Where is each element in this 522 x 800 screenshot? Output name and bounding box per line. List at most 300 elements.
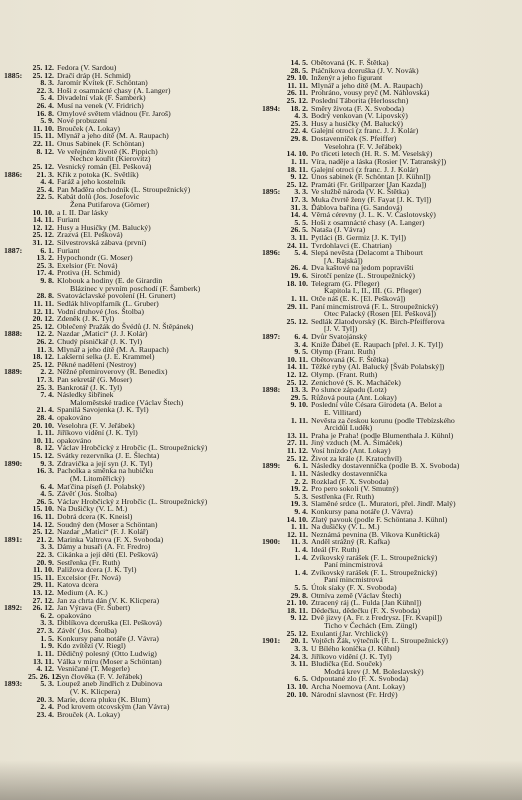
performance-date: 15. 10.	[32, 504, 54, 514]
performance-date: 18. 12.	[32, 352, 54, 362]
performance-date: 6. 1.	[294, 461, 308, 471]
performance-date: 27. 11.	[286, 438, 308, 448]
performance-date: 3. 11.	[290, 233, 308, 243]
performance-date: 14. 4.	[290, 210, 308, 220]
play-title: Paní mincmistrová	[324, 575, 383, 585]
performance-date: 26. 11.	[286, 88, 308, 98]
performance-date: 2. 4.	[40, 702, 54, 712]
play-title: (M. Litoměřický)	[70, 473, 125, 483]
performance-date: 1. 11.	[290, 415, 308, 425]
performance-date: 5. 9.	[40, 116, 54, 126]
play-title: Nataša (J. Vávra)	[311, 225, 366, 235]
play-title: Excelsior (Fr. Nová)	[57, 572, 121, 582]
play-title: Husy a Husičky (M. Balucký)	[57, 222, 151, 232]
performance-date: 26. 5.	[36, 496, 54, 506]
performance-date: 12. 12.	[32, 222, 54, 232]
play-title: Dobrá dcera (K. Kneisl)	[57, 511, 133, 521]
play-title: Po třiceti letech (H. R. S. M. Veselský)	[311, 149, 433, 159]
play-title: Medium (A. K.)	[57, 588, 108, 598]
play-title: Blázinec v prvním poschodí (F. Šamberk)	[70, 283, 201, 293]
performance-date: 17. 4.	[36, 268, 54, 278]
performance-date: 13. 2.	[36, 253, 54, 263]
play-title: Otmíva země (Václav Štech)	[311, 590, 402, 600]
performance-entry	[262, 569, 518, 577]
play-title: Dědičný polesný (Otto Ludwig)	[57, 648, 157, 658]
performance-date: 25. 12.	[32, 63, 54, 72]
play-title: Otče náš (E. K. [El. Pešková])	[311, 293, 406, 303]
performance-date: 1. 11.	[290, 468, 308, 478]
play-title: Poslední Táborita (Herlosschn)	[311, 96, 409, 106]
play-title: Husy a husičky (M. Balucký)	[311, 118, 404, 128]
performance-date: 13. 11.	[286, 430, 308, 440]
performance-date: 22. 5.	[36, 192, 54, 202]
play-title: (V. K. Klicpera)	[70, 686, 121, 696]
play-title: Obětovaná (K. F. Štětka)	[311, 58, 389, 67]
performance-date: 25. 12.	[32, 161, 54, 171]
performance-date: 25. 12.	[286, 96, 308, 106]
performance-date: 25. 26. 12.	[28, 671, 62, 681]
play-title: Jiříkovo vidění (J. K. Tyl)	[57, 428, 138, 438]
performance-date: 1. 9.	[40, 641, 54, 651]
play-title: Loupež aneb Jindřich z Dubinova	[57, 679, 163, 689]
performance-date: 18. 11.	[286, 605, 308, 615]
play-title: Ve službě národa (V. K. Štětka)	[311, 187, 409, 197]
season-year: 1892:	[4, 603, 23, 613]
performance-date: 17. 3.	[290, 194, 308, 204]
performance-date: 25. 3.	[290, 118, 308, 128]
performance-date: 9. 10.	[290, 400, 308, 410]
performance-date: 25. 12.	[286, 316, 308, 326]
play-title: Po slunce západu (Lotz)	[311, 385, 387, 395]
season-year: 1887:	[4, 245, 23, 255]
performance-date: 20. 1.	[290, 636, 308, 646]
performance-date: 10. 11.	[286, 354, 308, 364]
performance-date: 25. 3.	[36, 260, 54, 270]
play-title: Ptáčníkova dceruška (J. V. Novák)	[311, 65, 419, 75]
play-title: Bludička (Ed. Souček)	[311, 659, 382, 669]
play-title: Spanilá Savojenka (J. K. Tyl)	[57, 405, 149, 415]
play-title: Oblečený Pražák do Švédů (J. N. Štěpánek)	[57, 321, 194, 331]
play-title: Marie, dcera pluku (K. Blum)	[57, 694, 151, 704]
play-title: Václav Hrobčický z Hrobčic (L. Stroupežnický)	[57, 496, 208, 506]
play-title: Archa Noemova (Ant. Lokay)	[311, 681, 405, 691]
performance-date: 16. 8.	[36, 108, 54, 118]
performance-date: 10. 10.	[32, 207, 54, 217]
play-title: Muka čtvrtě ženy (F. Fayat [J. K. Tyl])	[311, 194, 432, 204]
play-title: Václav Hrobčický z Hrobčic (L. Stroupežnický)	[57, 443, 208, 453]
play-title: Galejní otroci (z franc. J. J. Kolár)	[311, 126, 419, 136]
play-title: Obětovaná (K. F. Štětka)	[311, 354, 389, 364]
performance-entry	[4, 711, 256, 719]
performance-date: 22. 3.	[36, 85, 54, 95]
performance-date: 13. 3.	[290, 385, 308, 395]
performance-date: 24. 3.	[290, 651, 308, 661]
season-year: 1894:	[262, 103, 281, 113]
performance-date: 6. 4.	[40, 481, 54, 491]
performance-date: 5. 4.	[40, 93, 54, 103]
performance-date: 25. 12.	[286, 179, 308, 189]
play-title: Kapitola I., II., III. (G. Pfleger)	[324, 286, 422, 296]
play-title: Bankrotář (J. K. Tyl)	[57, 382, 122, 392]
performance-date: 13. 10.	[286, 681, 308, 691]
play-title: Modrá krev (J. M. Boleslavský)	[324, 666, 424, 676]
play-title: Svatováclavské povolení (H. Grunert)	[57, 291, 176, 301]
play-title: Arcidůl Luděk)	[324, 423, 373, 433]
performance-date: 18. 11.	[286, 164, 308, 174]
play-title: Hoši z osamnácté chasy (A. Langer)	[311, 217, 425, 227]
performance-date: 25. 12.	[32, 527, 54, 537]
performance-date: 6. 2.	[40, 610, 54, 620]
performance-date: 28. 8.	[36, 291, 54, 301]
season-year: 1900:	[262, 537, 281, 547]
performance-date: 14. 10.	[286, 514, 308, 524]
performance-date: 5. 5.	[294, 217, 308, 227]
performance-date: 4. 12.	[36, 664, 54, 674]
performance-date: 3. 3.	[294, 187, 308, 197]
play-title: Protiva (H. Schmid)	[57, 268, 121, 278]
play-title: Syn člověka (F. V. Jeřábek)	[57, 671, 143, 681]
play-title: Dva kaštové na jedom popravišti	[311, 263, 414, 273]
season-year: 1891:	[4, 534, 23, 544]
play-title: Jaromír Kvítek (F. Schöntan)	[57, 78, 148, 88]
performance-date: 15. 12.	[32, 451, 54, 461]
play-title: Sedlák Zlatodvorský (K. Birch-Pfeifferova	[311, 316, 445, 326]
performance-date: 5. 4.	[294, 248, 308, 258]
play-title: Zrazvá (El. Pešková)	[57, 230, 123, 240]
play-title: Mlynář a jeho dítě (M. A. Raupach)	[57, 344, 169, 354]
performance-date: 15. 11.	[32, 131, 54, 141]
play-title: Nechce kouřit (Kierovitz)	[70, 154, 151, 164]
performance-date: 2. 2.	[294, 476, 308, 486]
play-title: Křik z potoka (K. Světlík)	[57, 169, 139, 179]
play-title: Pytláci (B. Germiz [J. K. Tyl])	[311, 233, 407, 243]
performance-date: 12. 11.	[32, 306, 54, 316]
performance-date: 14. 10.	[286, 149, 308, 159]
play-title: Slepá nevěsta (Delacomt a Thibourt	[311, 248, 424, 258]
play-title: Zvíkovský rarášek (F. L. Stroupežnický)	[311, 552, 438, 562]
performance-entry	[262, 318, 518, 326]
play-title: Exulanti (Jar. Vrchlický)	[311, 628, 388, 638]
play-title: Telegram (G. Pfleger)	[311, 278, 380, 288]
play-title: Dvě jizvy (A. Fr. z Fredrysz. [Fr. Kvapil])	[311, 613, 443, 623]
performance-date: 14. 11.	[286, 362, 308, 372]
performance-date: 14. 5.	[290, 58, 308, 67]
play-title: Olymp (Frant. Ruth)	[311, 347, 376, 357]
play-title: Následky dostavenníčka	[311, 468, 387, 478]
season-year: 1885:	[4, 70, 23, 80]
performance-date: 13. 12.	[32, 588, 54, 598]
play-title: Závěť (Jos. Štolba)	[57, 489, 117, 499]
performance-date: 27. 3.	[36, 626, 54, 636]
play-title: Veselohra (F. V. Jeřábek)	[324, 141, 402, 151]
performance-date: 25. 3.	[36, 382, 54, 392]
performance-date: 11. 10.	[32, 123, 54, 133]
play-title: Zenichové (S. K. Macháček)	[311, 377, 401, 387]
performance-date: 1. 11.	[36, 428, 54, 438]
performance-date: 21. 2.	[36, 534, 54, 544]
performance-date: 13. 11.	[32, 656, 54, 666]
performance-date: 11. 12.	[286, 446, 308, 456]
performance-date: 11. 11.	[287, 80, 308, 90]
season-year: 1899:	[262, 461, 281, 471]
play-title: Vesnický román (El. Pešková)	[57, 161, 152, 171]
season-year: 1886:	[4, 169, 23, 179]
play-title: Pod krovem otcovským (Jan Vávra)	[57, 702, 170, 712]
performance-date: 9. 4.	[294, 506, 308, 516]
play-title: Pan Maděra obchodník (L. Stroupežnický)	[57, 184, 191, 194]
play-title: Jiný vzduch (M. A. Šimáček)	[311, 438, 403, 448]
play-title: Otec Palacký (Rosen [El. Pešková])	[324, 309, 436, 319]
performance-date: 19. 3.	[290, 499, 308, 509]
performance-date: 8. 12.	[36, 146, 54, 156]
play-title: Svátky rezervníka (J. E. Šlechta)	[57, 451, 160, 461]
play-title: Válka v míru (Moser a Schöntan)	[57, 656, 162, 666]
play-title: Tvrdohlavci (E. Chatrian)	[311, 240, 392, 250]
play-title: [A. Rajská])	[324, 255, 363, 265]
play-title: Galejní otroci (z franc. J. J. Kolár)	[311, 164, 419, 174]
play-title: Prohráno, vousy pryč (M. Náhlovská)	[311, 88, 430, 98]
performance-date: 14. 11.	[32, 215, 54, 225]
play-title: Inženýr a jeho figurant	[311, 73, 383, 83]
performance-date: 20. 10.	[286, 689, 308, 699]
performance-date: 22. 3.	[36, 550, 54, 559]
play-title: Sestřenka (Fr. Ruth)	[57, 557, 121, 567]
performance-date: 25. 12.	[286, 377, 308, 387]
play-title: Ďáblova bařina (G. Sandová)	[311, 202, 403, 212]
performance-date: 3. 4.	[294, 339, 308, 349]
play-title: Cikánka a její děti (El. Pešková)	[57, 550, 158, 559]
season-year: 1897:	[262, 331, 281, 341]
performance-date: 25. 12.	[286, 628, 308, 638]
play-title: Na Dušičky (V. L. M.)	[57, 504, 128, 514]
play-title: Žena Putifarova (Görner)	[70, 199, 150, 209]
play-title: Vosí hnízdo (Ant. Lokay)	[311, 446, 391, 456]
play-title: Fedora (V. Sardou)	[57, 63, 117, 72]
performance-date: 11. 10.	[32, 565, 54, 575]
performance-date: 3. 3.	[294, 643, 308, 653]
play-title: Konkursy pana notáře (J. Vávra)	[311, 506, 413, 516]
performance-date: 25. 12.	[32, 230, 54, 240]
season-year: 1889:	[4, 367, 23, 377]
performance-date: 12. 12.	[286, 369, 308, 379]
performance-date: 3. 3.	[40, 618, 54, 628]
performance-date: 1. 11.	[290, 293, 308, 303]
performance-date: 15. 11.	[32, 572, 54, 582]
performance-date: 1. 11.	[36, 648, 54, 658]
season-year: 1901:	[262, 636, 281, 646]
performance-date: 19. 6.	[290, 271, 308, 281]
performance-date: 29. 5.	[290, 392, 308, 402]
performance-date: 29. 8.	[290, 590, 308, 600]
play-title: opakováno	[57, 610, 92, 620]
performance-date: 29. 10.	[286, 73, 308, 83]
performance-date: 31. 3.	[290, 202, 308, 212]
performance-date: 1. 4.	[294, 545, 308, 554]
play-title: Paližova dcera (J. K. Tyl)	[57, 565, 137, 575]
performance-date: 17. 3.	[36, 374, 54, 384]
play-title: Nazdar „Matici“ (F. J. Kolář)	[57, 527, 149, 537]
play-title: Následky dostavenníčka (podle B. X. Svoboda)	[311, 461, 460, 471]
left-column	[4, 64, 256, 718]
play-title: Zdeněk (J. K. Tyl)	[57, 314, 115, 324]
play-title: Pramáti (Fr. Grillparzer [Jan Kazda])	[311, 179, 427, 189]
play-title: Slaměné srdce (L. Muratori, přel. Jindř. Malý)	[311, 499, 456, 509]
performance-date: 11. 11.	[33, 298, 54, 308]
performance-date: 5. 3.	[294, 491, 308, 501]
performance-date: 7. 4.	[40, 390, 54, 400]
play-title: Život za krále (J. Kratochvíl)	[311, 453, 402, 463]
season-year: 1896:	[262, 248, 281, 258]
play-title: Anděl strážný (R. Kafka)	[311, 537, 390, 547]
performance-date: 21. 10.	[286, 598, 308, 608]
play-title: Sestřenka (Fr. Ruth)	[311, 491, 375, 501]
play-title: Pro pero sokoli (V. Smutný)	[311, 484, 399, 494]
performance-date: 21. 3.	[36, 169, 54, 179]
performance-date: 20. 12.	[32, 314, 54, 324]
play-title: Maloměstské tradice (Václav Štech)	[70, 397, 184, 407]
play-title: Faráž a jeho kostelník	[57, 177, 126, 187]
performance-date: 4. 4.	[40, 177, 54, 187]
play-title: Chudý písničkář (J. K. Tyl)	[57, 336, 143, 346]
play-title: Sedlák hlivoplfarník (L. Gruber)	[57, 298, 159, 308]
performance-date: 14. 12.	[32, 519, 54, 529]
performance-date: 16. 11.	[32, 511, 54, 521]
performance-entry	[4, 467, 256, 475]
performance-date: 25. 12.	[32, 321, 54, 331]
performance-entry	[4, 680, 256, 688]
performance-date: 1. 11.	[290, 156, 308, 166]
performance-date: 29. 8.	[290, 134, 308, 144]
play-title: Brouček (A. Lokay)	[57, 123, 121, 133]
performance-date: 11. 3.	[290, 537, 308, 547]
play-title: Kabát dolů (Jos. Josefovic	[57, 192, 140, 202]
play-title: Marinka Valtrova (F. X. Svoboda)	[57, 534, 164, 544]
performance-date: 12. 2.	[36, 329, 54, 339]
season-year: 1888:	[4, 329, 23, 339]
play-title: Furiant	[57, 245, 80, 255]
right-column	[262, 59, 518, 698]
play-title: Olymp. (Frant. Ruth)	[311, 369, 378, 379]
performance-date: 1. 5.	[40, 633, 54, 643]
play-title: Růžová pouta (Ant. Lokay)	[311, 392, 397, 402]
performance-date: 26. 2.	[36, 336, 54, 346]
performance-date: 28. 4.	[36, 413, 54, 423]
performance-date: 9. 3.	[40, 458, 54, 468]
performance-date: 16. 3.	[36, 466, 54, 476]
play-title: Dvůr Svatojánský	[311, 331, 368, 341]
play-title: Pacholka a směnka na hubičku	[57, 466, 154, 476]
performance-date: 4. 5.	[40, 489, 54, 499]
play-title: Na dušičky (V. L. M.)	[311, 522, 380, 532]
play-title: opakováno	[57, 413, 92, 423]
performance-date: 23. 4.	[36, 709, 54, 719]
play-title: Sirotčí peníze (L. Stroupežnický)	[311, 271, 415, 281]
play-title: Praha je Praha! (podle Blumenthala J. Kühnl)	[311, 430, 454, 440]
performance-date: 22. 11.	[32, 139, 54, 149]
performance-date: 22. 4.	[290, 126, 308, 136]
play-title: Vesničané (T. Megerle)	[57, 664, 130, 674]
play-title: Zdravička a její syn (J. K. Tyl)	[57, 458, 153, 468]
performance-entry	[262, 401, 518, 409]
performance-date: 2. 2.	[40, 367, 54, 377]
play-title: Lakšerní selka (J. E. Krammel)	[57, 352, 155, 362]
performance-date: 9. 5.	[294, 347, 308, 357]
play-title: Neznámá pevnina (B. Vikova Kunětická)	[311, 529, 440, 539]
play-title: Ticho v Čechách (Em. Züngl)	[324, 621, 418, 631]
performance-date: 20. 10.	[32, 420, 54, 430]
performance-date: 20. 9.	[36, 557, 54, 567]
performance-date: 27. 12.	[32, 595, 54, 605]
performance-date: 26. 12.	[32, 603, 54, 613]
play-title: Vojtěch Žák, výtečník (F. L. Stroupežnický)	[311, 636, 448, 646]
performance-date: 10. 11.	[32, 435, 54, 445]
play-title: Dámy a husaři (A. Fr. Fredro)	[57, 542, 151, 552]
play-title: Nové probuzení	[57, 116, 108, 126]
play-title: Poslední vůle Césara Girodeta (A. Belot a	[311, 400, 442, 410]
performance-date: 25. 4.	[36, 184, 54, 194]
play-title: Nazdar „Matici“ (J. J. Kolár)	[57, 329, 148, 339]
play-title: Katova dcera	[57, 580, 99, 590]
play-title: Rozklad (F. X. Svoboda)	[311, 476, 389, 486]
performance-date: 31. 12.	[32, 238, 54, 248]
play-title: Hoši z osamnácté chasy (A. Langer)	[57, 85, 171, 95]
play-title: Exelsior (Fr. Nová)	[57, 260, 118, 270]
play-title: E. Villitard)	[324, 408, 362, 418]
play-title: Bodrý venkovan (V. Lipovský)	[311, 111, 408, 121]
play-title: Ve veřejném životě (K. Pippich)	[57, 146, 158, 156]
performance-date: 6. 5.	[294, 674, 308, 684]
season-year: 1890:	[4, 458, 23, 468]
play-title: Ztracený ráj (L. Fulda [Jan Kühnl])	[311, 598, 422, 608]
play-title: a I. II. Dar lásky	[57, 207, 109, 217]
performance-date: 4. 3.	[294, 111, 308, 121]
play-title: Zlatý pavouk (podle F. Schöntana J. Kühnl)	[311, 514, 448, 524]
play-title: Dědečku, dědečku (F. X. Svoboda)	[311, 605, 421, 615]
play-title: Věrná cérevny (J. L. K. V. Časlotovský)	[311, 210, 436, 220]
performance-date: 26. 4.	[290, 263, 308, 273]
play-title: Veselohra (F. V. Jeřábek)	[57, 420, 135, 430]
performance-date: 26. 5.	[290, 225, 308, 235]
performance-date: 6. 4.	[294, 331, 308, 341]
performance-entry	[262, 691, 518, 699]
play-title: Pěkné nadělení (Nestroy)	[57, 359, 137, 369]
play-title: Odpoutané zlo (F. X. Svoboda)	[311, 674, 409, 684]
performance-date: 9. 12.	[290, 613, 308, 623]
performance-date: 25. 12.	[32, 70, 54, 80]
performance-entry	[262, 554, 518, 562]
play-title: Paní mincmistrová (F. L. Stroupežnický)	[311, 301, 439, 311]
performance-date: 11. 3.	[36, 344, 54, 354]
play-title: opakováno	[57, 435, 92, 445]
play-title: Maťčina píseň (J. Polabský)	[57, 481, 145, 491]
play-title: Únos sabinek (F. Schöntan [J. Kühnl])	[311, 172, 431, 182]
performance-date: 28. 5.	[290, 65, 308, 75]
play-title: Diblíkova dceruška (El. Pešková)	[57, 618, 162, 628]
performance-date: 8. 12.	[36, 443, 54, 453]
performance-date: 18. 2.	[290, 103, 308, 113]
play-title: U Bílého koníčka (J. Kühnl)	[311, 643, 400, 653]
season-year: 1898:	[262, 385, 281, 395]
play-title: Národní slavnost (Fr. Hrdý)	[311, 689, 398, 699]
play-title: Pan sekretář (G. Moser)	[57, 374, 132, 384]
performance-date: 29. 11.	[286, 301, 308, 311]
performance-date: 25. 12.	[286, 453, 308, 463]
performance-date: 9. 12.	[290, 172, 308, 182]
performance-date: 3. 11.	[290, 659, 308, 669]
performance-date: 29. 11.	[32, 580, 54, 590]
play-title: Víra, naděje a láska (Rosier [V. Tatranský])	[311, 156, 447, 166]
performance-date: 5. 5.	[294, 583, 308, 593]
